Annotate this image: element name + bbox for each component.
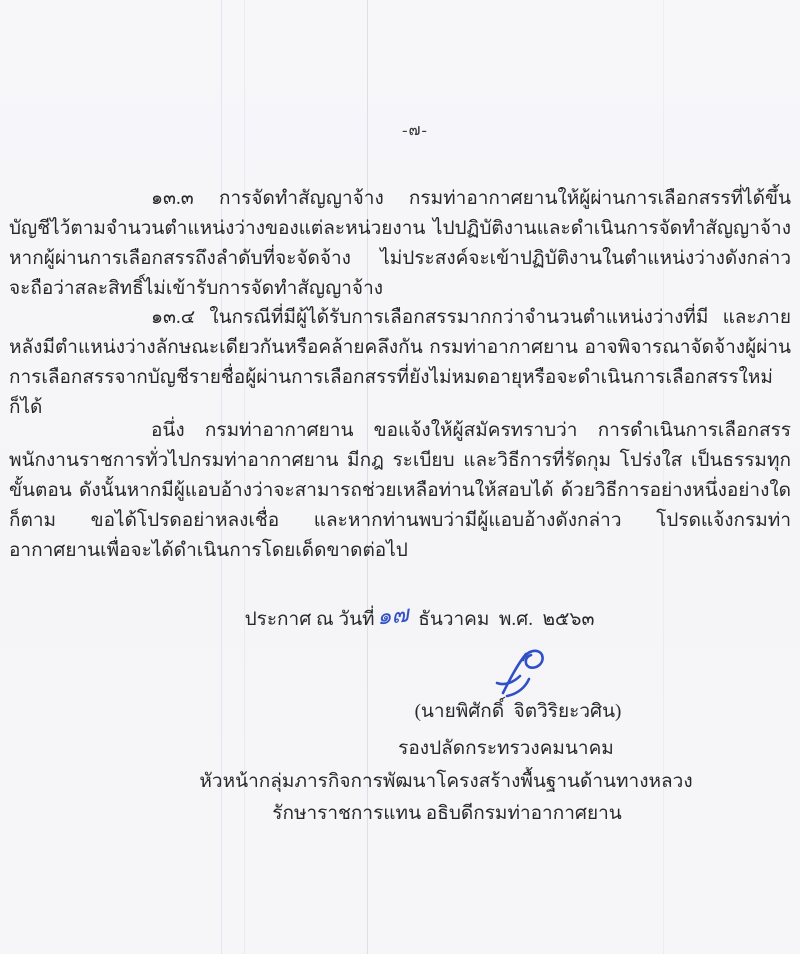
page-number: -๗- (402, 122, 428, 139)
promulgation-suffix: ธันวาคม พ.ศ. ๒๕๖๓ (413, 609, 595, 630)
signer-name: (นายพิศักดิ์ จิตวิริยะวศิน) (414, 701, 622, 722)
acting-title-line-1: หัวหน้ากลุ่มภารกิจการพัฒนาโครงสร้างพื้นฐานด้านทางหลวง (199, 771, 693, 792)
signature-ink (489, 643, 561, 701)
promulgation-date-line (10, 578, 800, 658)
clause-13-4-paragraph: ๑๓.๔ ในกรณีที่มีผู้ได้รับการเลือกสรรมากกว่าจำนวนตำแหน่งว่างที่มี และภายหลังมีตำแหน่งว่างลักษณะเดียวกันหรือคล้ายคลึงกัน กรมท่าอากาศยาน อาจพิจารณาจัดจ้างผู้ผ่านการเลือกสรรจากบัญชีรายชื่อผู้ผ่านการเลือกสรรที่ยังไม่หมดอายุหรือจะดำเนินการเลือกสรรใหม่ก็ได้ (9, 307, 791, 418)
clause-13-3-paragraph: ๑๓.๓ การจัดทำสัญญาจ้าง กรมท่าอากาศยานให้ผู้ผ่านการเลือกสรรที่ได้ขึ้นบัญชีไว้ตามจำนวนตำแหน่งว่างของแต่ละหน่วยงาน ไปปฏิบัติงานและดำเนินการจัดทำสัญญาจ้าง หากผู้ผ่านการเลือกสรรถึงลำดับที่จะจัดจ้าง ไม่ประสงค์จะเข้าปฏิบัติงานในตำแหน่งว่างดังกล่าว จะถือว่าสละสิทธิ์ไม่เข้ารับการจัดทำสัญญาจ้าง (9, 188, 791, 299)
promulgation-prefix: ประกาศ ณ วันที่ (244, 609, 375, 630)
notice-paragraph: อนึ่ง กรมท่าอากาศยาน ขอแจ้งให้ผู้สมัครทราบว่า การดำเนินการเลือกสรรพนักงานราชการทั่วไปกรมท่าอากาศยาน มีกฎ ระเบียบ และวิธีการที่รัดกุม โปร่งใส เป็นธรรมทุกขั้นตอน ดังนั้นหากมีผู้แอบอ้างว่าจะสามารถช่วยเหลือท่านให้สอบได้ ด้วยวิธีการอย่างหนึ่งอย่างใดก็ตาม ขอได้โปรดอย่าหลงเชื่อ และหากท่านพบว่ามีผู้แอบอ้างดังกล่าว โปรดแจ้งกรมท่าอากาศยานเพื่อจะได้ดำเนินการโดยเด็ดขาดต่อไป (9, 420, 791, 561)
handwritten-day-number: ๑๗ (375, 601, 410, 630)
signature-icon (489, 643, 561, 701)
acting-title-line-2: รักษาราชการแทน อธิบดีกรมท่าอากาศยาน (272, 803, 622, 824)
signer-position: รองปลัดกระทรวงคมนาคม (398, 738, 614, 759)
